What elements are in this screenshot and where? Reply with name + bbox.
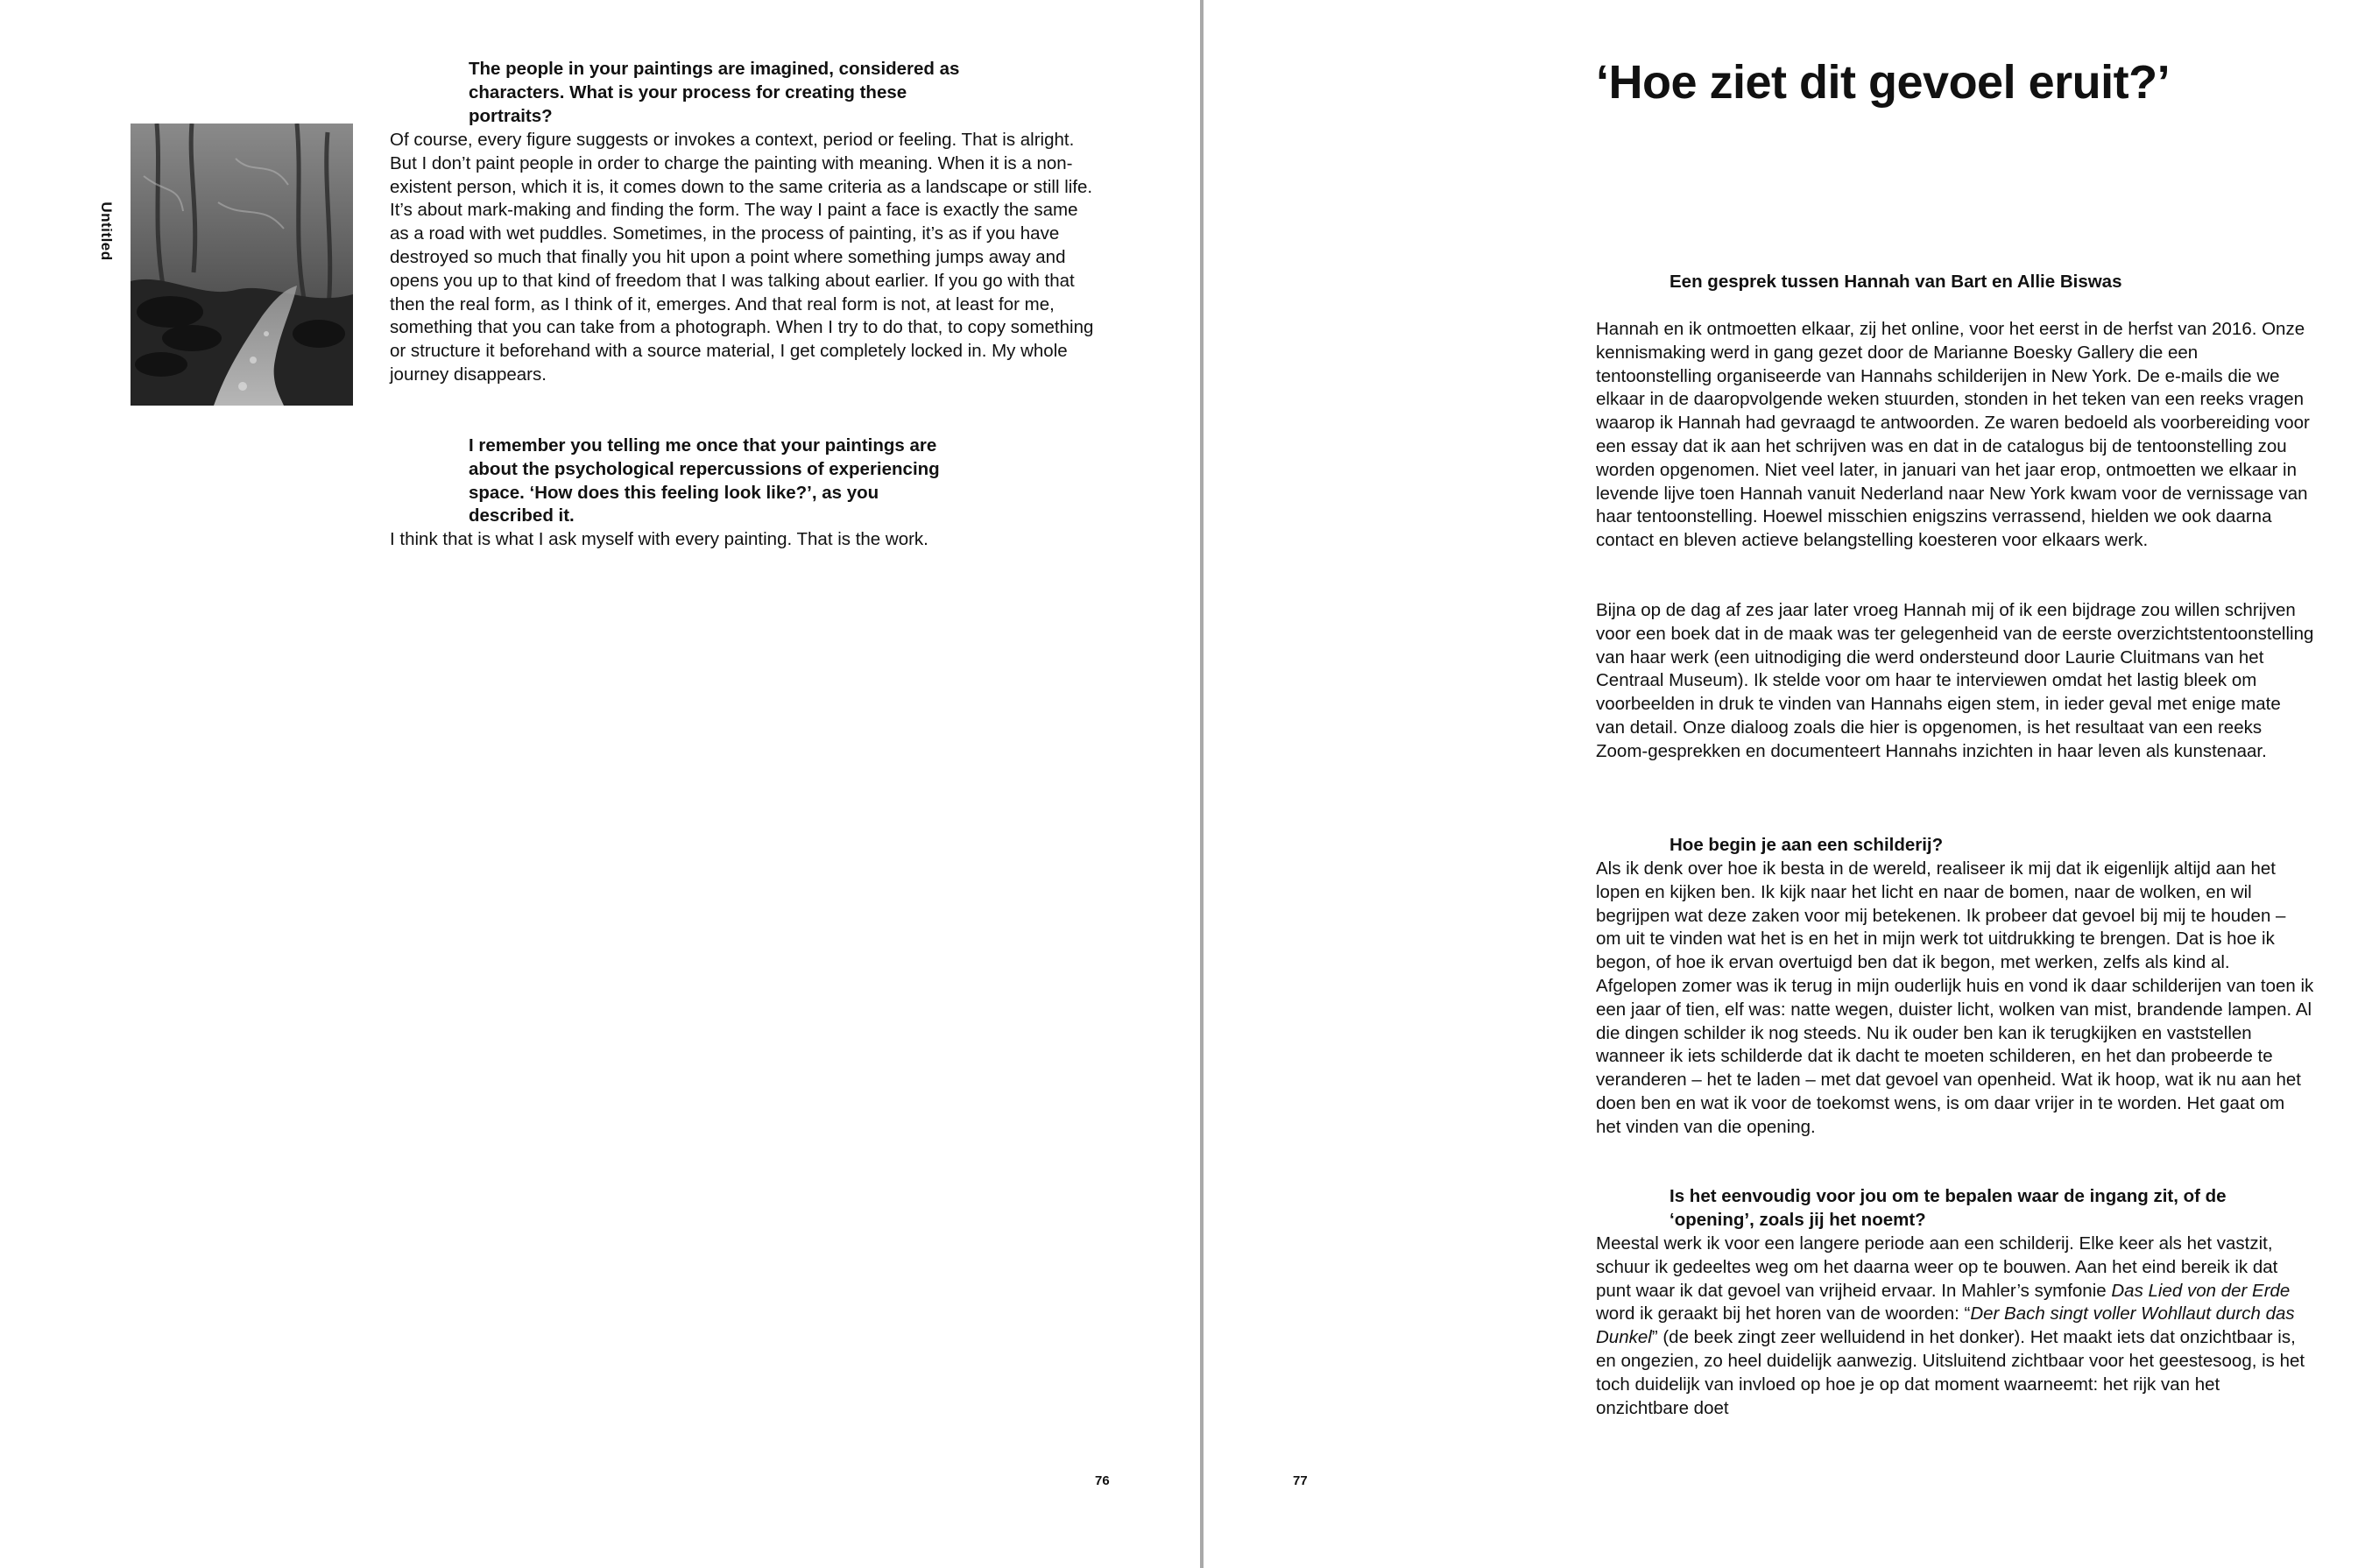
answer-1-nl: Als ik denk over hoe ik besta in de wereld, realiseer ik mij dat ik eigenlijk altijd aan het lopen en kijken ben. Ik kijk naar het licht en naar de bomen, naar de wolken, en wil begrijpen wat deze zaken voor mij betekenen. Ik probeer dat gevoel bij mij te houden – om uit te vinden wat het is en het in mijn werk tot uitdrukking te brengen. Dat is hoe ik begon, of hoe ik ervan overtuigd ben dat ik begon, met werken, zelfs als kind al. Afgelopen zomer was ik terug in mijn ouderlijk huis en vond ik daar schilderijen van toen ik een jaar of tien, elf was: natte wegen, duister licht, wolken van mist, brandende lampen. Al die dingen schilder ik nog steeds. Nu ik ouder ben kan ik terugkijken en vaststellen wanneer ik iets schilderde dat ik dacht te moeten schilderen, en het dan probeerde te veranderen – het te laden – met dat gevoel van openheid. Wat ik hoop, wat ik nu aan het doen ben en wat ik voor de toekomst wens, is om daar vrijer in te worden. Het gaat om het vinden van die opening. [1596,858,2314,1137]
answer-2-nl [1596,1233,2314,1420]
intro-paragraph-2: Bijna op de dag af zes jaar later vroeg Hannah mij of ik een bijdrage zou willen schrijven voor een boek dat in de maak was ter gelegenheid van de eerste overzichtstentoonstelling van haar werk (een uitnodiging die werd ondersteund door Laurie Cluitmans van het Centraal Museum). Ik stelde voor om haar te interviewen omdat het lastig bleek om voorbeelden in druk te vinden van Hannahs eigen stem, in ieder geval met enige mate van detail. Onze dialoog zoals die hier is opgenomen, is het resultaat van een reeks Zoom-gesprekken en documenteert Hannahs inzichten in haar leven als kunstenaar. [1596,600,2314,761]
painting-image [131,124,353,406]
question-1-en: The people in your paintings are imagined, considered as characters. What is your process for creating these portraits? [469,59,960,126]
answer-2-text-c: ” (de beek zingt zeer welluidend in het donker). Het maakt iets dat onzichtbaar is, en ongezien, zo heel duidelijk aanwezig. Uitsluitend zichtbaar voor het geestesoog, is het toch duidelijk van invloed op hoe je op dat moment waarneemt: het rijk van het onzichtbare doet [1596,1327,2305,1418]
question-2-nl: Is het eenvoudig voor jou om te bepalen waar de ingang zit, of de ‘opening’, zoals jij het noemt? [1670,1186,2227,1230]
painting-caption: Untitled [98,201,115,261]
lyric-quote: Der Bach singt voller Wohllaut durch das Dunkel [1596,1303,2295,1348]
intro-paragraph-1: Hannah en ik ontmoetten elkaar, zij het online, voor het eerst in de herfst van 2016. Onze kennismaking werd in gang gezet door de Marianne Boesky Gallery die een tentoonstelling organiseerde van Hannahs schilderijen in New York. De e-mails die we elkaar in de daaropvolgende weken stuurden, stonden in het teken van een reeks vragen waarop ik Hannah had gevraagd te antwoorden. Ze waren bedoeld als voorbereiding voor een essay dat ik aan het schrijven was en dat in de catalogus bij de tentoonstelling zou worden opgenomen. Niet veel later, in januari van het jaar erop, ontmoetten we elkaar in levende lijve toen Hannah vanuit Nederland naar New York kwam voor de vernissage van haar tentoonstelling. Hoewel misschien enigszins verrassend, hielden we ook daarna contact en bleven actieve belangstelling koesteren voor elkaars werk. [1596,319,2310,551]
answer-1-en: Of course, every figure suggests or invokes a context, period or feeling. That is alright. But I don’t paint people in order to charge the painting with meaning. When it is a non-existent person, which it is, it comes down to the same criteria as a landscape or still life. It’s about mark-making and finding the form. The way I paint a face is exactly the same as a road with wet puddles. Sometimes, in the process of painting, it’s as if you have destroyed so much that finally you hit upon a point where something jumps away and opens you up to that kind of freedom that I was talking about earlier. If you go with that then the real form, as I think of it, emerges. And that real form is not, at least for me, something that you can take from a photograph. When I try to do that, to copy something or structure it beforehand with a source material, I get completely locked in. My whole journey disappears. [390,130,1094,385]
page-number-right: 77 [1293,1473,1308,1488]
answer-2-en: I think that is what I ask myself with every painting. That is the work. [390,529,928,549]
right-page [1205,0,2379,1551]
work-title: Das Lied von der Erde [2111,1280,2291,1301]
article-subtitle: Een gesprek tussen Hannah van Bart en Allie Biswas [1670,272,2122,292]
question-2-en: I remember you telling me once that your paintings are about the psychological repercussions of experiencing space. ‘How does this feeling look like?’, as you described it. [469,435,940,526]
page-number-left: 76 [1095,1473,1110,1488]
question-1-nl: Hoe begin je aan een schilderij? [1670,835,1944,855]
page-gutter [1200,0,1204,1568]
answer-2-text-a: Meestal werk ik voor een langere periode aan een schilderij. Elke keer als het vastzit, schuur ik gedeeltes weg om het daarna weer op te bouwen. Aan het eind bereik ik dat punt waar ik dat gevoel van vrijheid ervaar. In Mahler’s symfonie [1596,1233,2278,1301]
answer-2-text-b: word ik geraakt bij het horen van de woorden: “ [1596,1303,1971,1324]
article-title: ‘Hoe ziet dit gevoel eruit?’ [1596,56,2171,109]
